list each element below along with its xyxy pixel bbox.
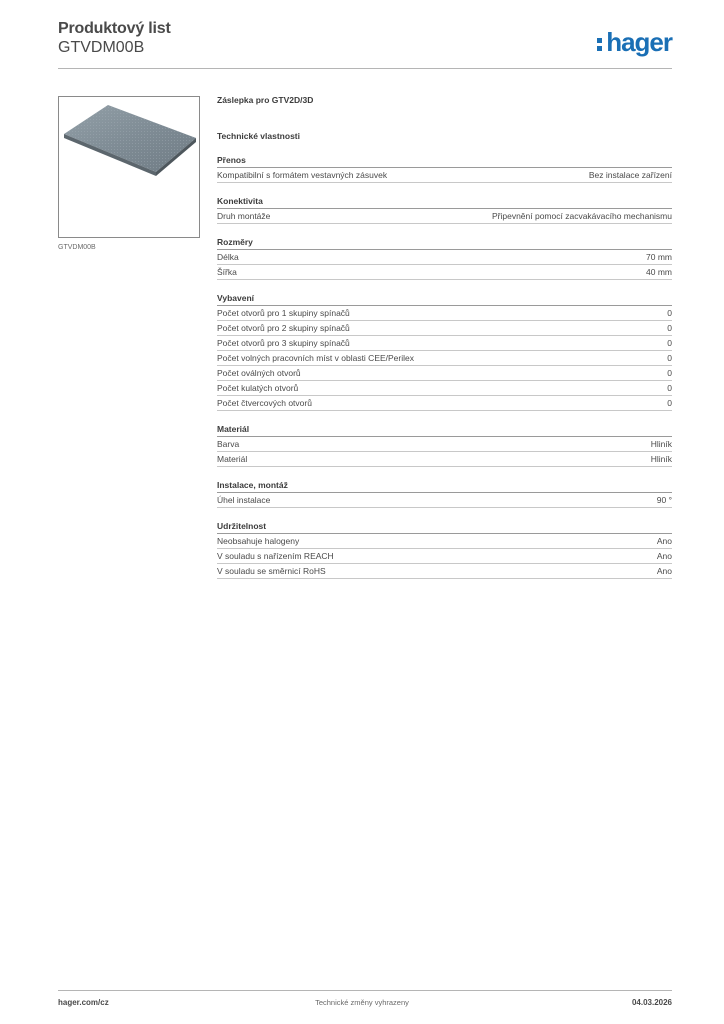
spec-row bbox=[217, 396, 672, 411]
spec-row bbox=[217, 381, 672, 396]
footer-date: 04.03.2026 bbox=[631, 998, 672, 1007]
spec-row bbox=[217, 366, 672, 381]
spec-row bbox=[217, 306, 672, 321]
specification-panel bbox=[217, 94, 672, 579]
spec-row bbox=[217, 250, 672, 265]
spec-row bbox=[217, 452, 672, 467]
document-title: Produktový list bbox=[58, 20, 171, 37]
section-title: Materiál bbox=[217, 423, 672, 437]
spec-value: Ano bbox=[656, 551, 672, 561]
spec-section bbox=[217, 195, 672, 224]
page-header bbox=[58, 20, 672, 68]
section-title: Udržitelnost bbox=[217, 520, 672, 534]
spec-row bbox=[217, 351, 672, 366]
spec-label: Materiál bbox=[217, 454, 248, 464]
technical-properties-heading: Technické vlastnosti bbox=[217, 131, 300, 141]
spec-value: Hliník bbox=[650, 439, 672, 449]
spec-value: 0 bbox=[667, 353, 672, 363]
spec-value: Hliník bbox=[650, 454, 672, 464]
spec-section bbox=[217, 423, 672, 467]
spec-label: Kompatibilní s formátem vestavných zásuvek bbox=[217, 170, 388, 180]
spec-label: Druh montáže bbox=[217, 211, 271, 221]
spec-label: V souladu s nařízením REACH bbox=[217, 551, 334, 561]
spec-row bbox=[217, 549, 672, 564]
spec-value: Ano bbox=[656, 566, 672, 576]
spec-row bbox=[217, 209, 672, 224]
spec-row bbox=[217, 493, 672, 508]
spec-value: 0 bbox=[667, 308, 672, 318]
section-title: Rozměry bbox=[217, 236, 672, 250]
image-caption: GTVDM00B bbox=[58, 244, 96, 251]
spec-section bbox=[217, 154, 672, 183]
spec-sections bbox=[217, 154, 672, 579]
spec-row bbox=[217, 265, 672, 280]
spec-value: 40 mm bbox=[646, 267, 672, 277]
spec-value: Bez instalace zařízení bbox=[588, 170, 672, 180]
logo-dots-icon bbox=[597, 36, 604, 52]
section-title: Vybavení bbox=[217, 292, 672, 306]
product-name: Záslepka pro GTV2D/3D bbox=[217, 95, 314, 105]
spec-label: Délka bbox=[217, 252, 239, 262]
cover-plate-image bbox=[59, 97, 199, 237]
spec-section bbox=[217, 236, 672, 280]
spec-section bbox=[217, 479, 672, 508]
spec-value: 0 bbox=[667, 323, 672, 333]
spec-label: Neobsahuje halogeny bbox=[217, 536, 300, 546]
logo-text: hager bbox=[606, 27, 672, 57]
product-image-frame bbox=[58, 96, 200, 238]
spec-value: 70 mm bbox=[646, 252, 672, 262]
spec-label: Šířka bbox=[217, 267, 237, 277]
spec-label: Počet otvorů pro 1 skupiny spínačů bbox=[217, 308, 350, 318]
spec-row bbox=[217, 168, 672, 183]
product-code: GTVDM00B bbox=[58, 39, 145, 56]
spec-label: Počet otvorů pro 2 skupiny spínačů bbox=[217, 323, 350, 333]
hager-logo bbox=[597, 28, 672, 56]
spec-row bbox=[217, 336, 672, 351]
spec-row bbox=[217, 437, 672, 452]
section-title: Konektivita bbox=[217, 195, 672, 209]
spec-section bbox=[217, 520, 672, 579]
header-divider bbox=[58, 68, 672, 69]
spec-label: Počet kulatých otvorů bbox=[217, 383, 299, 393]
footer-notice: Technické změny vyhrazeny bbox=[315, 998, 409, 1007]
section-title: Instalace, montáž bbox=[217, 479, 672, 493]
section-title: Přenos bbox=[217, 154, 672, 168]
spec-label: V souladu se směrnicí RoHS bbox=[217, 566, 326, 576]
spec-row bbox=[217, 564, 672, 579]
spec-value: 90 ° bbox=[656, 495, 672, 505]
spec-row bbox=[217, 321, 672, 336]
spec-value: Připevnění pomocí zacvakávacího mechanismu bbox=[491, 211, 672, 221]
spec-label: Úhel instalace bbox=[217, 495, 271, 505]
spec-value: 0 bbox=[667, 398, 672, 408]
spec-value: 0 bbox=[667, 368, 672, 378]
spec-value: Ano bbox=[656, 536, 672, 546]
spec-label: Počet otvorů pro 3 skupiny spínačů bbox=[217, 338, 350, 348]
spec-row bbox=[217, 534, 672, 549]
footer-divider bbox=[58, 990, 672, 991]
spec-section bbox=[217, 292, 672, 411]
spec-label: Počet čtvercových otvorů bbox=[217, 398, 312, 408]
spec-label: Počet oválných otvorů bbox=[217, 368, 301, 378]
spec-value: 0 bbox=[667, 383, 672, 393]
spec-value: 0 bbox=[667, 338, 672, 348]
spec-label: Počet volných pracovních míst v oblasti CEE/Perilex bbox=[217, 353, 414, 363]
footer-website: hager.com/cz bbox=[58, 998, 109, 1007]
spec-label: Barva bbox=[217, 439, 240, 449]
